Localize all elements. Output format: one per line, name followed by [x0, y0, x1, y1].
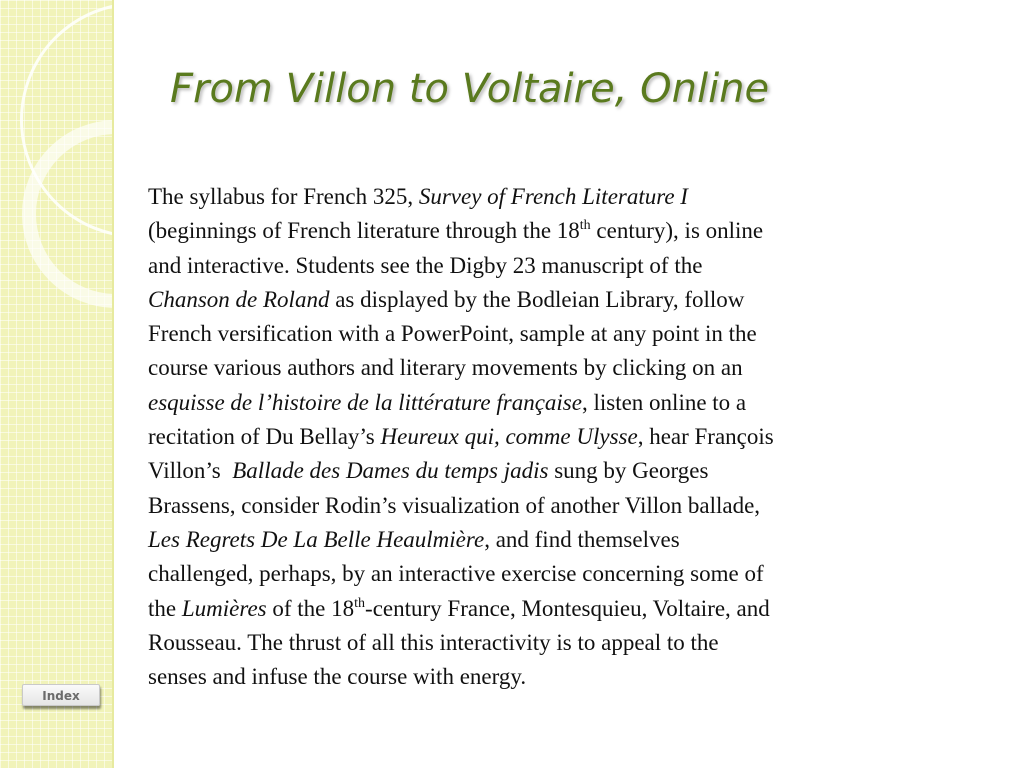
text-segment: recitation of Du Bellay’s	[148, 424, 381, 450]
text-segment: Brassens, consider Rodin’s visualization of another Villon ballade,	[148, 492, 761, 518]
text-line	[148, 523, 948, 557]
text-segment: , and find themselves	[484, 526, 680, 552]
text-segment: and interactive. Students see the Digby 23 manuscript of the	[148, 252, 703, 278]
superscript: th	[354, 595, 366, 611]
text-segment: French versification with a PowerPoint, sample at any point in the	[148, 321, 757, 347]
text-line	[148, 489, 948, 523]
text-segment: century), is online	[590, 218, 764, 244]
text-segment-italic: Survey of French Literature I	[418, 184, 688, 209]
text-segment-italic: esquisse de l’histoire de la littérature française	[148, 389, 582, 415]
text-segment-italic: Les Regrets De La Belle Heaulmière	[148, 526, 485, 552]
text-segment: the	[148, 595, 182, 621]
text-segment: (beginnings of French literature through the 18	[148, 218, 580, 244]
text-line	[148, 420, 948, 454]
text-line	[148, 249, 948, 283]
text-line	[148, 180, 948, 214]
text-line	[148, 557, 948, 591]
text-segment: course various authors and literary movements by clicking on an	[148, 355, 743, 381]
text-segment: , hear François	[637, 424, 774, 450]
text-segment: challenged, perhaps, by an interactive exercise concerning some of	[148, 561, 764, 587]
text-segment: , listen online to a	[581, 389, 747, 415]
slide-title: From Villon to Voltaire, Online	[170, 66, 770, 112]
text-segment-italic: Chanson de Roland	[148, 286, 330, 312]
text-line	[148, 386, 948, 420]
side-panel-edge	[112, 0, 114, 768]
decorative-side-panel	[0, 0, 112, 768]
text-line	[148, 626, 948, 660]
text-segment: sung by Georges	[548, 458, 709, 484]
text-segment-italic: Heureux qui, comme Ulysse	[380, 424, 638, 450]
text-line	[148, 214, 948, 248]
superscript: th	[579, 218, 591, 234]
text-line	[148, 660, 948, 694]
text-line	[148, 351, 948, 385]
text-segment-italic: Ballade des Dames du temps jadis	[232, 458, 549, 484]
text-segment: senses and infuse the course with energy.	[148, 664, 527, 690]
text-line	[148, 592, 948, 626]
text-segment: -century France, Montesquieu, Voltaire, and	[365, 595, 770, 621]
text-segment-italic: Lumières	[181, 595, 267, 621]
text-line	[148, 283, 948, 317]
text-line	[148, 454, 948, 488]
slide-body-text	[148, 180, 948, 694]
text-segment: as displayed by the Bodleian Library, follow	[329, 286, 745, 312]
text-line	[148, 317, 948, 351]
index-button[interactable]: Index	[22, 684, 100, 706]
text-segment: of the 18	[266, 595, 355, 621]
text-segment: Rousseau. The thrust of all this interactivity is to appeal to the	[148, 629, 719, 655]
text-segment: Villon’s	[148, 458, 233, 484]
text-segment: The syllabus for French 325,	[148, 184, 419, 209]
